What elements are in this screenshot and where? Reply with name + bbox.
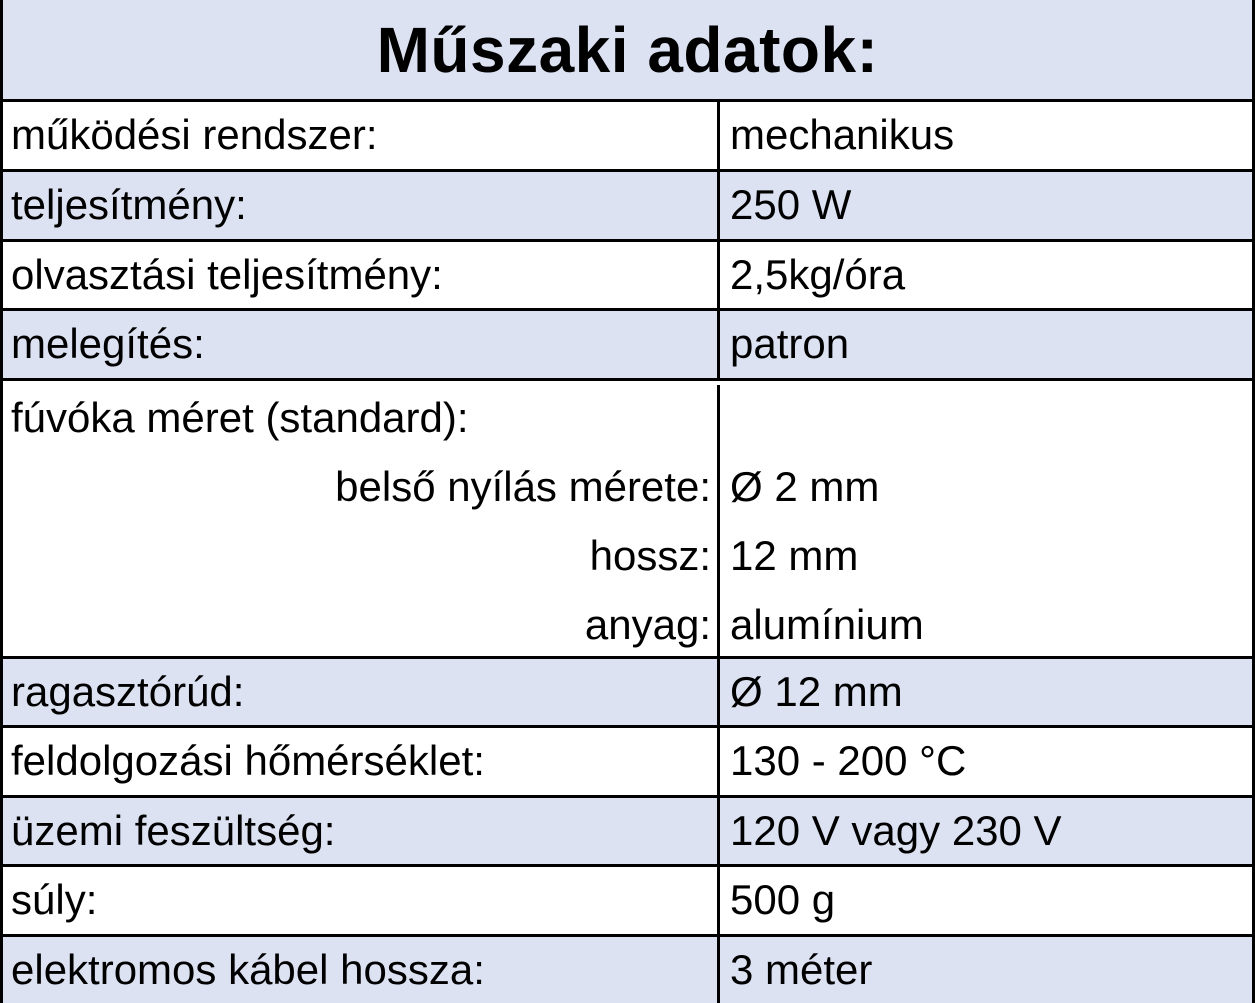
spec-label: teljesítmény: bbox=[3, 172, 720, 239]
page-title: Műszaki adatok: bbox=[376, 13, 879, 86]
spec-value: 120 V vagy 230 V bbox=[730, 807, 1062, 854]
spec-value: 250 W bbox=[730, 181, 852, 228]
spec-value: patron bbox=[730, 320, 850, 367]
spec-row-glue-stick bbox=[3, 659, 1252, 728]
spec-label: fúvóka méret (standard): bbox=[11, 394, 469, 441]
spec-sublabel-length: hossz: bbox=[589, 532, 711, 579]
spec-label: feldolgozási hőmérséklet: bbox=[3, 728, 720, 795]
spec-sublabel-inner-opening: belső nyílás mérete: bbox=[335, 463, 711, 510]
spec-subvalue-length: 12 mm bbox=[730, 532, 859, 579]
spec-value-group bbox=[720, 385, 1252, 656]
spec-value: 500 g bbox=[730, 876, 836, 923]
spec-value: Ø 12 mm bbox=[730, 668, 903, 715]
spec-row-power bbox=[3, 172, 1252, 242]
spec-label: olvasztási teljesítmény: bbox=[3, 242, 720, 308]
spec-subvalue-inner-opening: Ø 2 mm bbox=[730, 463, 880, 510]
spec-row-processing-temperature bbox=[3, 728, 1252, 798]
spec-row-melting-rate bbox=[3, 242, 1252, 311]
title-row bbox=[3, 0, 1252, 102]
spec-row-nozzle bbox=[3, 381, 1252, 659]
spec-label: ragasztórúd: bbox=[3, 659, 720, 725]
spec-value: 130 - 200 °C bbox=[730, 737, 967, 784]
spec-row-weight bbox=[3, 867, 1252, 937]
spec-value: mechanikus bbox=[730, 111, 955, 158]
spec-label: elektromos kábel hossza: bbox=[3, 937, 720, 1003]
spec-subvalue-material: alumínium bbox=[730, 601, 924, 648]
spec-label: üzemi feszültség: bbox=[3, 798, 720, 864]
spec-row-operating-voltage bbox=[3, 798, 1252, 867]
spacer bbox=[730, 385, 1252, 451]
spec-row-operating-system bbox=[3, 102, 1252, 172]
spec-value: 2,5kg/óra bbox=[730, 251, 906, 298]
spec-label: melegítés: bbox=[3, 311, 720, 378]
spec-label-group bbox=[3, 385, 720, 656]
spec-row-heating bbox=[3, 311, 1252, 381]
spec-row-cable-length bbox=[3, 937, 1252, 1003]
spec-sublabel-material: anyag: bbox=[584, 601, 711, 648]
spec-value: 3 méter bbox=[730, 946, 873, 993]
spec-label: működési rendszer: bbox=[3, 102, 720, 169]
spec-label: súly: bbox=[3, 867, 720, 934]
